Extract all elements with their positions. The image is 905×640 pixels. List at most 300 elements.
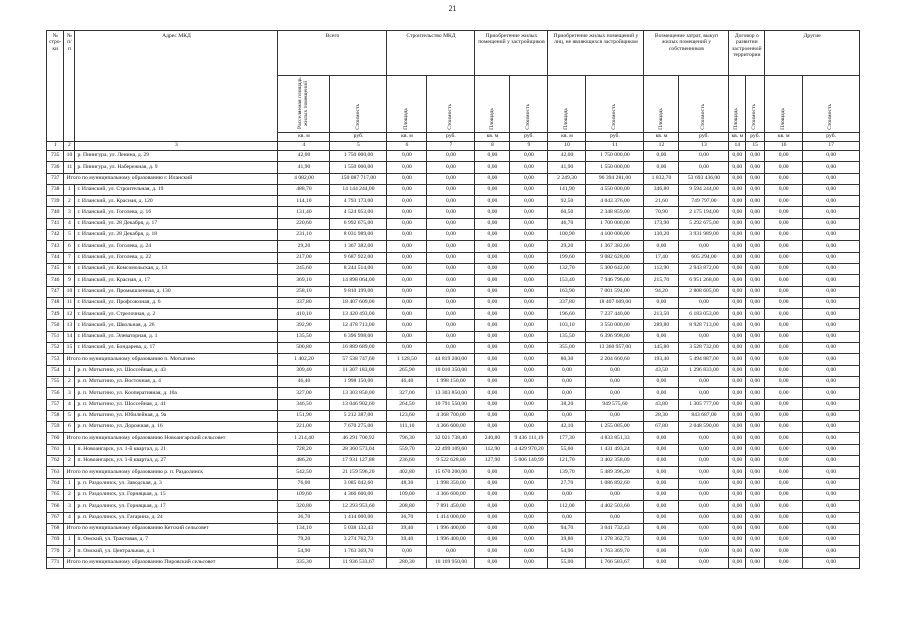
value-cell: 6 183 053,00 — [679, 309, 729, 320]
value-cell: 0,00 — [746, 433, 765, 444]
value-cell: 1 763 369,70 — [586, 546, 644, 557]
address-cell: р. п. Мотыгино, ул. Шоссейная, д. 41 — [75, 399, 278, 410]
value-cell: 0,00 — [475, 376, 510, 387]
value-cell: 13 046 902,60 — [330, 399, 387, 410]
value-cell: 4 429 970,20 — [510, 444, 548, 455]
value-cell: 346,80 — [644, 184, 679, 195]
value-cell: 32 021 738,40 — [427, 433, 475, 444]
address-cell: г. Иланский, ул. Промышленная, д. 130 — [75, 286, 278, 297]
value-cell: 21 159 596,20 — [330, 467, 387, 478]
value-cell: 0,00 — [746, 230, 765, 241]
value-cell: 0,00 — [679, 162, 729, 173]
value-cell: 0,00 — [729, 501, 746, 512]
value-cell: 0,00 — [679, 467, 729, 478]
value-cell: 0,00 — [803, 184, 860, 195]
value-cell: 1 998 150,00 — [330, 376, 387, 387]
value-cell: 0,00 — [387, 196, 427, 207]
value-cell: 1 431 493,24 — [586, 444, 644, 455]
value-cell: 1 750 000,00 — [586, 151, 644, 162]
value-cell: 0,00 — [427, 275, 475, 286]
row-pn: 13 — [64, 320, 75, 331]
value-cell: 0,00 — [679, 444, 729, 455]
row-number: 758 — [47, 410, 64, 421]
col-subheader — [746, 76, 765, 133]
row-number: 746 — [47, 275, 64, 286]
value-cell: 1 367 382,00 — [330, 241, 387, 252]
value-cell: 0,00 — [475, 478, 510, 489]
unit-label: кв. м — [729, 133, 746, 142]
value-cell: 0,00 — [765, 162, 803, 173]
value-cell: 3 550 000,00 — [586, 320, 644, 331]
value-cell: 0,00 — [679, 478, 729, 489]
value-cell: 0,00 — [548, 376, 586, 387]
value-cell: 5 300 642,00 — [586, 263, 644, 274]
value-cell: 0,00 — [803, 422, 860, 433]
value-cell: 112,90 — [475, 444, 510, 455]
value-cell: 0,00 — [679, 331, 729, 342]
value-cell: 0,00 — [729, 456, 746, 467]
table-row — [47, 444, 860, 455]
value-cell: 46,40 — [278, 376, 330, 387]
value-cell: 0,00 — [475, 151, 510, 162]
address-cell: п. Омский, ул. Трактовая, д. 7 — [75, 535, 278, 546]
value-cell: 0,00 — [765, 218, 803, 229]
value-cell: 0,00 — [746, 410, 765, 421]
value-cell: 0,00 — [427, 320, 475, 331]
value-cell: 0,00 — [729, 376, 746, 387]
value-cell: 46 291 700,92 — [330, 433, 387, 444]
value-cell: 4 082,00 — [278, 173, 330, 184]
value-cell: 4 833 851,33 — [586, 433, 644, 444]
table-row — [47, 343, 860, 354]
value-cell: 0,00 — [510, 557, 548, 568]
value-cell: 9 082 628,00 — [586, 252, 644, 263]
row-number: 762 — [47, 456, 64, 467]
value-cell: 43,80 — [644, 399, 679, 410]
value-cell: 0,00 — [548, 512, 586, 523]
unit-label: кв. м — [644, 133, 679, 142]
value-cell: 0,00 — [746, 388, 765, 399]
column-number: 13 — [679, 142, 729, 151]
value-cell: 6 396 998,00 — [330, 331, 387, 342]
row-number: 747 — [47, 286, 64, 297]
value-cell: 0,00 — [427, 343, 475, 354]
table-row — [47, 252, 860, 263]
value-cell: 0,00 — [679, 535, 729, 546]
value-cell: 55,00 — [548, 557, 586, 568]
table-row — [47, 218, 860, 229]
row-pn: 1 — [64, 444, 75, 455]
row-pn: 3 — [64, 207, 75, 218]
value-cell: 0,00 — [729, 162, 746, 173]
value-cell: 0,00 — [679, 151, 729, 162]
value-cell: 0,00 — [475, 354, 510, 365]
value-cell: 0,00 — [746, 151, 765, 162]
value-cell: 135,50 — [548, 331, 586, 342]
value-cell: 0,00 — [427, 331, 475, 342]
value-cell: 112,90 — [644, 263, 679, 274]
col-header-address: Адрес МКД — [75, 31, 278, 142]
value-cell: 0,00 — [746, 399, 765, 410]
value-cell: 0,00 — [427, 184, 475, 195]
value-cell: 2 249,30 — [548, 173, 586, 184]
value-cell: 0,00 — [475, 173, 510, 184]
row-number: 771 — [47, 557, 64, 568]
value-cell: 17,40 — [644, 252, 679, 263]
value-cell: 5 038 132,43 — [330, 523, 387, 534]
value-cell: 36,70 — [387, 512, 427, 523]
value-cell: 139,70 — [548, 467, 586, 478]
col-header-pn: № п/п — [64, 31, 75, 142]
row-pn: 5 — [64, 230, 75, 241]
value-cell: 0,00 — [475, 207, 510, 218]
row-pn: 12 — [64, 309, 75, 320]
value-cell: 0,00 — [644, 456, 679, 467]
value-cell: 0,00 — [510, 535, 548, 546]
row-number: 756 — [47, 388, 64, 399]
value-cell: 0,00 — [765, 410, 803, 421]
value-cell: 38,20 — [548, 399, 586, 410]
value-cell: 0,00 — [746, 489, 765, 500]
subtotal-row — [47, 523, 860, 534]
value-cell: 0,00 — [510, 207, 548, 218]
subheader-cost: Стоимость — [525, 103, 532, 130]
value-cell: 1 766 583,67 — [586, 557, 644, 568]
column-number: 9 — [510, 142, 548, 151]
value-cell: 13 360 957,00 — [586, 343, 644, 354]
value-cell: 1 086 892,60 — [586, 478, 644, 489]
value-cell: 9 522 628,80 — [427, 456, 475, 467]
column-number: 6 — [387, 142, 427, 151]
value-cell: 0,00 — [387, 343, 427, 354]
value-cell: 0,00 — [475, 410, 510, 421]
value-cell: 199,60 — [548, 252, 586, 263]
value-cell: 5 292 675,00 — [679, 218, 729, 229]
value-cell: 0,00 — [746, 331, 765, 342]
col-header-other: Другие — [765, 31, 860, 76]
subtotal-row — [47, 557, 860, 568]
subtotal-row — [47, 354, 860, 365]
row-pn: 9 — [64, 275, 75, 286]
value-cell: 0,00 — [644, 388, 679, 399]
value-cell: 0,00 — [427, 252, 475, 263]
address-cell: р. Пинигура, ул. Набережная, д. 9 — [75, 162, 278, 173]
address-cell: г. Иланский, ул. Стрелочная, д. 2 — [75, 309, 278, 320]
unit-label: кв. м — [475, 133, 510, 142]
row-number: 764 — [47, 478, 64, 489]
row-number: 735 — [47, 151, 64, 162]
value-cell: 46,40 — [387, 376, 427, 387]
value-cell: 0,00 — [746, 376, 765, 387]
value-cell: 103,10 — [548, 320, 586, 331]
value-cell: 5 006 140,99 — [510, 456, 548, 467]
value-cell: 1 296 833,00 — [679, 365, 729, 376]
value-cell: 0,00 — [475, 422, 510, 433]
value-cell: 0,00 — [510, 365, 548, 376]
row-number: 761 — [47, 444, 64, 455]
value-cell: 0,00 — [729, 557, 746, 568]
table-row — [47, 309, 860, 320]
value-cell: 4 368 700,00 — [427, 410, 475, 421]
address-cell: р. п. Мотыгино, ул. Шоссейная, д. 43 — [75, 365, 278, 376]
value-cell: 5 489 396,20 — [586, 467, 644, 478]
value-cell: 3 402 358,09 — [586, 456, 644, 467]
table-row — [47, 489, 860, 500]
col-header-total: Всего — [278, 31, 387, 76]
value-cell: 0,00 — [387, 151, 427, 162]
address-cell: р. п. Раздолинск, ул. Гагарина, д. 24 — [75, 512, 278, 523]
value-cell: 0,00 — [765, 388, 803, 399]
subheader-resettled-area: Расселяемая площадь жилых помещений — [297, 77, 309, 130]
value-cell: 0,00 — [679, 523, 729, 534]
value-cell: 39,40 — [387, 523, 427, 534]
column-number: 15 — [746, 142, 765, 151]
col-header-dev-agreement: Договор о развитии застроенной территории — [729, 31, 765, 76]
value-cell: 13 420 493,00 — [330, 309, 387, 320]
value-cell: 0,00 — [746, 444, 765, 455]
value-cell: 0,00 — [765, 263, 803, 274]
col-subheader — [387, 76, 427, 133]
subheader-cost: Стоимость — [354, 103, 361, 130]
subheader-area: Площадь — [733, 107, 740, 130]
subheader-cost: Стоимость — [447, 103, 454, 130]
row-number: 738 — [47, 184, 64, 195]
row-number: 748 — [47, 297, 64, 308]
value-cell: 4 366 600,00 — [330, 489, 387, 500]
value-cell: 132,70 — [548, 263, 586, 274]
subtotal-label: Итого по муниципальному образованию р. п. Раздолинск — [64, 467, 278, 478]
value-cell: 0,00 — [475, 365, 510, 376]
value-cell: 0,00 — [510, 151, 548, 162]
row-pn: 7 — [64, 252, 75, 263]
value-cell: 0,00 — [644, 444, 679, 455]
value-cell: 0,00 — [644, 546, 679, 557]
value-cell: 0,00 — [679, 512, 729, 523]
table-row — [47, 184, 860, 195]
value-cell: 0,00 — [427, 207, 475, 218]
value-cell: 0,00 — [510, 173, 548, 184]
address-cell: г. Иланский, ул. Школьная, д. 26 — [75, 320, 278, 331]
value-cell: 7 237 440,00 — [586, 309, 644, 320]
value-cell: 1 550 000,00 — [330, 162, 387, 173]
address-cell: г. Иланский, ул. Гоголева, д. 24 — [75, 241, 278, 252]
value-cell: 0,00 — [729, 546, 746, 557]
value-cell: 0,00 — [765, 523, 803, 534]
value-cell: 109,00 — [387, 489, 427, 500]
value-cell: 0,00 — [746, 557, 765, 568]
value-cell: 7 946 796,00 — [586, 275, 644, 286]
value-cell: 94,70 — [548, 523, 586, 534]
value-cell: 0,00 — [644, 557, 679, 568]
value-cell: 0,00 — [803, 410, 860, 421]
subheader-cost: Стоимость — [611, 103, 618, 130]
subtotal-row — [47, 173, 860, 184]
value-cell: 0,00 — [510, 354, 548, 365]
value-cell: 0,00 — [746, 535, 765, 546]
subtotal-label: Итого по муниципальному образованию п. Мотыгино — [64, 354, 278, 365]
value-cell: 0,00 — [729, 422, 746, 433]
row-pn: 6 — [64, 422, 75, 433]
value-cell: 1 763 369,70 — [330, 546, 387, 557]
value-cell: 0,00 — [746, 207, 765, 218]
value-cell: 0,00 — [586, 365, 644, 376]
table-row — [47, 410, 860, 421]
value-cell: 60,50 — [548, 207, 586, 218]
value-cell: 21,60 — [644, 196, 679, 207]
value-cell: 0,00 — [803, 275, 860, 286]
subtotal-label: Итого по муниципальному образованию Новоангарский сельсовет — [64, 433, 278, 444]
row-number: 767 — [47, 512, 64, 523]
value-cell: 0,00 — [729, 388, 746, 399]
value-cell: 1 750 000,00 — [330, 151, 387, 162]
subtotal-label: Итого по муниципальному образованию г. Иланский — [64, 173, 278, 184]
value-cell: 0,00 — [586, 489, 644, 500]
value-cell: 0,00 — [729, 512, 746, 523]
col-subheader — [330, 76, 387, 133]
value-cell: 0,00 — [510, 320, 548, 331]
value-cell: 0,00 — [803, 467, 860, 478]
value-cell: 53 693 436,00 — [679, 173, 729, 184]
value-cell: 0,00 — [510, 489, 548, 500]
value-cell: 0,00 — [644, 151, 679, 162]
value-cell: 0,00 — [746, 309, 765, 320]
value-cell: 0,00 — [644, 297, 679, 308]
value-cell: 29,20 — [548, 241, 586, 252]
value-cell: 54,90 — [548, 546, 586, 557]
value-cell: 141,90 — [548, 184, 586, 195]
value-cell: 0,00 — [427, 263, 475, 274]
value-cell: 0,00 — [644, 241, 679, 252]
address-cell: г. Иланский, ул. Комсомольская, д. 13 — [75, 263, 278, 274]
value-cell: 0,00 — [746, 501, 765, 512]
value-cell: 5 212 387,00 — [330, 410, 387, 421]
value-cell: 55,60 — [548, 444, 586, 455]
value-cell: 0,00 — [475, 467, 510, 478]
value-cell: 11 307 183,00 — [330, 365, 387, 376]
value-cell: 335,30 — [278, 557, 330, 568]
value-cell: 0,00 — [475, 184, 510, 195]
value-cell: 0,00 — [803, 523, 860, 534]
value-cell: 0,00 — [765, 207, 803, 218]
value-cell: 0,00 — [427, 241, 475, 252]
row-number: 741 — [47, 218, 64, 229]
value-cell: 46,70 — [548, 218, 586, 229]
column-number: 2 — [64, 142, 75, 151]
row-pn: 11 — [64, 297, 75, 308]
value-cell: 173,90 — [644, 218, 679, 229]
value-cell: 0,00 — [729, 399, 746, 410]
value-cell: 0,00 — [729, 218, 746, 229]
value-cell: 0,00 — [765, 546, 803, 557]
value-cell: 0,00 — [746, 512, 765, 523]
value-cell: 0,00 — [765, 422, 803, 433]
value-cell: 0,00 — [765, 478, 803, 489]
value-cell: 0,00 — [803, 343, 860, 354]
value-cell: 0,00 — [746, 173, 765, 184]
value-cell: 369,10 — [278, 275, 330, 286]
value-cell: 0,00 — [729, 252, 746, 263]
value-cell: 2 204 660,60 — [586, 354, 644, 365]
value-cell: 27,70 — [548, 478, 586, 489]
value-cell: 0,00 — [427, 297, 475, 308]
value-cell: 0,00 — [475, 388, 510, 399]
column-number: 17 — [803, 142, 860, 151]
address-cell: г. Иланский, ул. Профсоюзная, д. 6 — [75, 297, 278, 308]
unit-label: кв. м — [548, 133, 586, 142]
value-cell: 0,00 — [765, 467, 803, 478]
value-cell: 0,00 — [510, 184, 548, 195]
value-cell: 4 793 173,00 — [330, 196, 387, 207]
value-cell: 0,00 — [729, 478, 746, 489]
value-cell: 0,00 — [729, 184, 746, 195]
row-number: 745 — [47, 263, 64, 274]
col-subheader — [644, 76, 679, 133]
row-number: 759 — [47, 422, 64, 433]
value-cell: 0,00 — [729, 535, 746, 546]
value-cell: 0,00 — [803, 546, 860, 557]
row-pn: 1 — [64, 365, 75, 376]
value-cell: 0,00 — [679, 241, 729, 252]
unit-label: кв. м — [765, 133, 803, 142]
row-number: 763 — [47, 467, 64, 478]
value-cell: 0,00 — [475, 320, 510, 331]
value-cell: 114,10 — [278, 196, 330, 207]
value-cell: 79,20 — [278, 535, 330, 546]
value-cell: 10 169 950,00 — [427, 557, 475, 568]
value-cell: 44 819 200,00 — [427, 354, 475, 365]
value-cell: 0,00 — [729, 410, 746, 421]
value-cell: 8 928 713,00 — [679, 320, 729, 331]
value-cell: 0,00 — [729, 196, 746, 207]
value-cell: 0,00 — [729, 343, 746, 354]
value-cell: 320,80 — [278, 501, 330, 512]
column-number: 1 — [47, 142, 64, 151]
row-pn: 10 — [64, 286, 75, 297]
value-cell: 0,00 — [586, 410, 644, 421]
value-cell: 0,00 — [729, 444, 746, 455]
value-cell: 111,10 — [387, 422, 427, 433]
value-cell: 208,80 — [387, 501, 427, 512]
value-cell: 100,90 — [548, 230, 586, 241]
value-cell: 80,30 — [548, 354, 586, 365]
address-cell: р. п. Мотыгино, ул. Юбилейная, д. 9а — [75, 410, 278, 421]
col-subheader — [765, 76, 803, 133]
value-cell: 3 931 989,00 — [679, 230, 729, 241]
value-cell: 0,00 — [548, 388, 586, 399]
value-cell: 0,00 — [746, 343, 765, 354]
value-cell: 0,00 — [644, 433, 679, 444]
value-cell: 135,50 — [278, 331, 330, 342]
value-cell: 4 043 376,00 — [586, 196, 644, 207]
row-number: 760 — [47, 433, 64, 444]
value-cell: 0,00 — [746, 218, 765, 229]
address-cell: г. Иланский, ул. 28 Декабря, д. 18 — [75, 230, 278, 241]
value-cell: 0,00 — [803, 535, 860, 546]
row-number: 742 — [47, 230, 64, 241]
table-row — [47, 230, 860, 241]
value-cell: 0,00 — [387, 252, 427, 263]
subtotal-row — [47, 433, 860, 444]
value-cell: 0,00 — [475, 297, 510, 308]
unit-label: кв. м — [278, 133, 330, 142]
value-cell: 4 366 600,00 — [427, 489, 475, 500]
col-header-acq-developer: Приобретение жилых помещений у застройщиков — [475, 31, 548, 76]
value-cell: 9 687 922,00 — [330, 252, 387, 263]
value-cell: 0,00 — [746, 252, 765, 263]
table-row — [47, 207, 860, 218]
value-cell: 0,00 — [803, 263, 860, 274]
row-number: 757 — [47, 399, 64, 410]
